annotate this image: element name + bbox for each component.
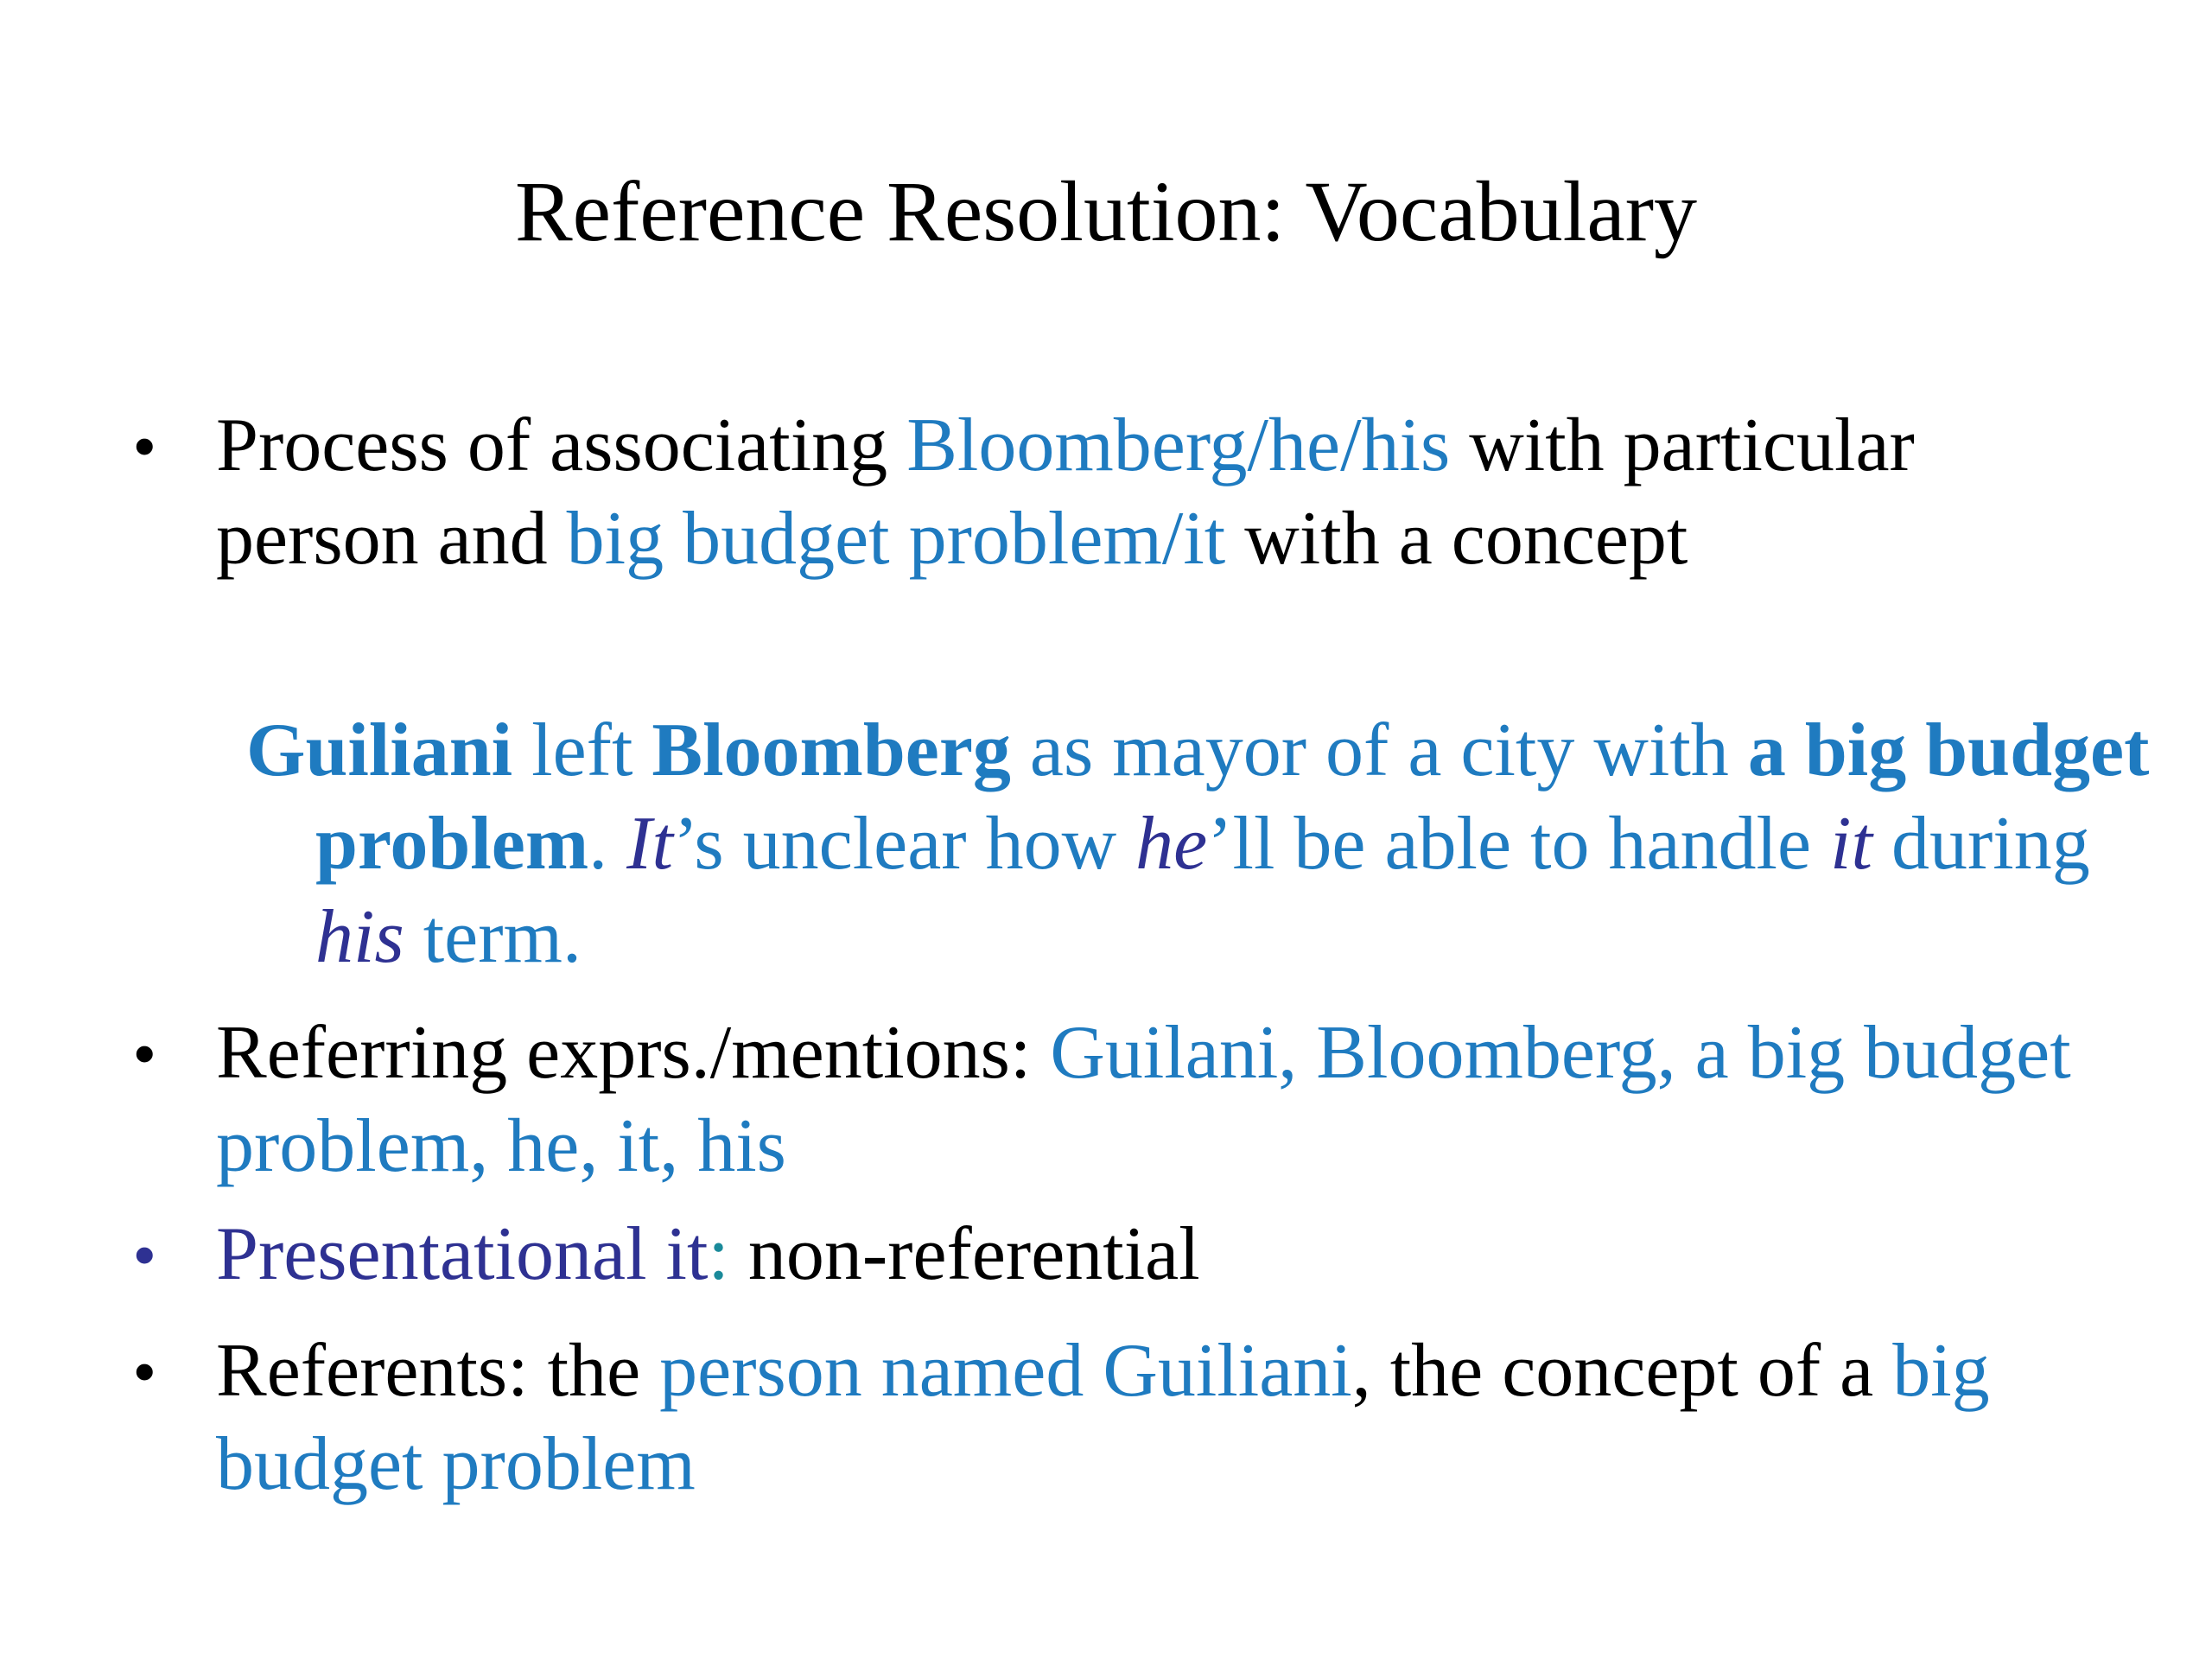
bullet-icon: • bbox=[134, 412, 156, 480]
example-text: ’ll be able to handle bbox=[1207, 802, 1831, 886]
example-mention: Bloomberg bbox=[652, 709, 1011, 792]
example-text: . bbox=[588, 802, 627, 886]
bullet-text: non-referential bbox=[728, 1212, 1200, 1296]
slide-title: Reference Resolution: Vocabulary bbox=[514, 163, 1698, 259]
bullet-icon: • bbox=[134, 1020, 156, 1087]
example-pronoun: it bbox=[1830, 802, 1872, 886]
highlight-term: big budget problem/it bbox=[566, 497, 1226, 581]
bullet-text: with a concept bbox=[1225, 497, 1688, 581]
bullet-text: Process of associating bbox=[216, 404, 907, 487]
bullet-icon: • bbox=[134, 1221, 156, 1288]
highlight-term: person named Guiliani bbox=[659, 1329, 1352, 1413]
bullet-item-referring-expressions bbox=[134, 1007, 2117, 1193]
example-sentence bbox=[246, 704, 2190, 984]
example-text: during bbox=[1872, 802, 2090, 886]
bullet-item-presentational-it bbox=[134, 1208, 2117, 1301]
example-mention: Guiliani bbox=[246, 709, 513, 792]
example-text: ’s unclear how bbox=[672, 802, 1136, 886]
highlight-term: Bloomberg/he/his bbox=[906, 404, 1451, 487]
example-text: left bbox=[512, 709, 652, 792]
example-text: as mayor of a city with bbox=[1010, 709, 1748, 792]
example-pronoun: his bbox=[315, 895, 404, 979]
example-text: term. bbox=[404, 895, 582, 979]
bullet-text: with particular person and bbox=[216, 404, 1915, 581]
bullet-icon: • bbox=[134, 1338, 156, 1405]
bullet-text: , the concept of a bbox=[1351, 1329, 1893, 1413]
bullet-text: Referring exprs./mentions: bbox=[216, 1011, 1051, 1095]
bullet-item-referents bbox=[134, 1325, 2117, 1511]
example-pronoun: he bbox=[1135, 802, 1208, 886]
example-pronoun: It bbox=[626, 802, 673, 886]
highlight-term: : bbox=[708, 1212, 729, 1296]
bullet-text: Referents: the bbox=[216, 1329, 660, 1413]
highlight-term: big budget problem bbox=[216, 1329, 1990, 1506]
example-mention: a big budget problem bbox=[315, 709, 2150, 886]
highlight-term: Presentational it bbox=[216, 1212, 709, 1296]
highlight-term: Guilani, Bloomberg, a big budget problem, he, it, his bbox=[216, 1011, 2071, 1188]
bullet-item-process bbox=[134, 399, 2117, 586]
